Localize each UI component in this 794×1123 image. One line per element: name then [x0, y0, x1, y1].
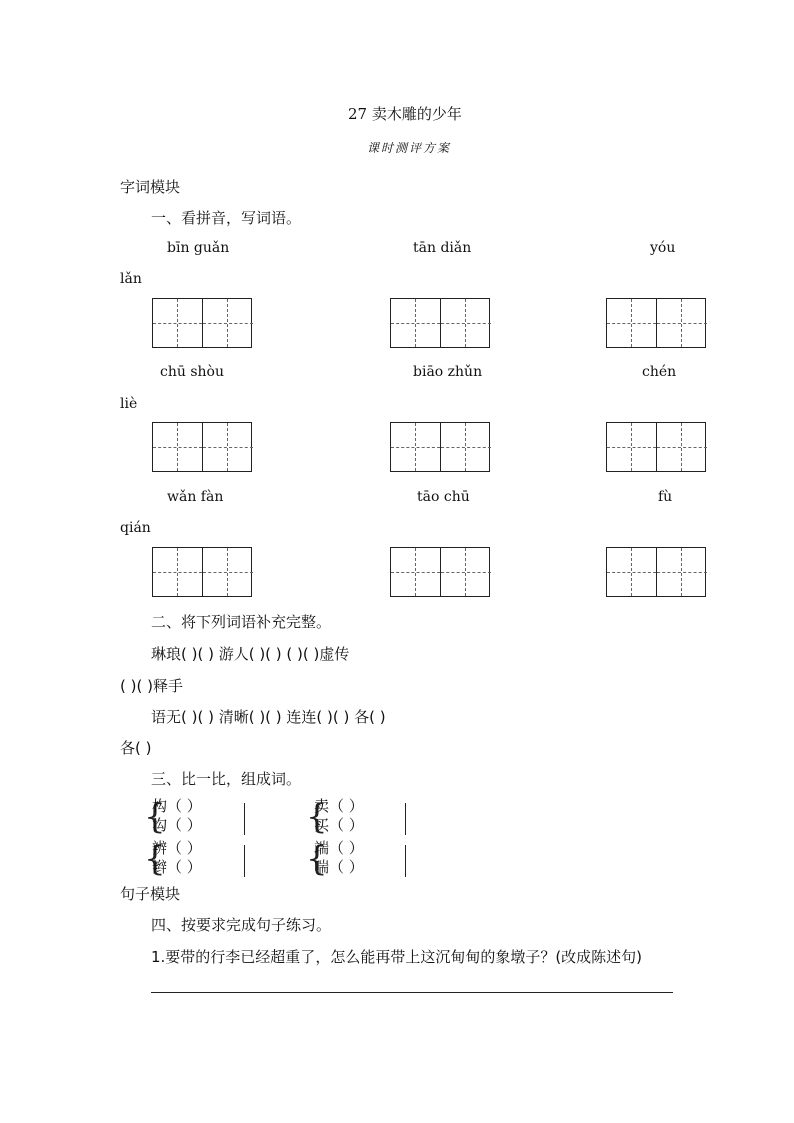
compare-word: 辫（ ）	[152, 858, 202, 876]
pinyin-label: wǎn fàn	[167, 489, 224, 505]
right-bracket	[405, 845, 406, 877]
right-bracket	[244, 803, 245, 835]
writing-grid[interactable]	[152, 422, 252, 472]
compare-word: 卖（ ）	[314, 797, 364, 815]
question-2-title: 二、将下列词语补充完整。	[151, 613, 332, 631]
left-brace: {	[306, 839, 328, 879]
pinyin-label: chū shòu	[160, 364, 224, 380]
fill-in-line: 各( )	[120, 739, 152, 757]
fill-in-line: 语无( )( ) 清晰( )( ) 连连( )( ) 各( )	[151, 708, 386, 726]
fill-in-line: 琳琅( )( ) 游人( )( ) ( )( )虚传	[151, 645, 350, 663]
question-4-item-1: 1.要带的行李已经超重了，怎么能再带上这沉甸甸的象墩子？(改成陈述句)	[151, 948, 643, 966]
pinyin-label: biāo zhǔn	[413, 364, 483, 380]
pinyin-label: qián	[120, 520, 151, 536]
writing-grid[interactable]	[152, 547, 252, 597]
pinyin-label: yóu	[650, 240, 676, 256]
question-3-title: 三、比一比，组成词。	[151, 770, 302, 788]
writing-grid[interactable]	[606, 547, 706, 597]
pinyin-label: lǎn	[120, 271, 142, 287]
compare-word: 买（ ）	[314, 816, 364, 834]
left-brace: {	[144, 839, 166, 879]
page-subtitle: 课时测评方案	[367, 141, 452, 155]
pinyin-label: bīn guǎn	[167, 240, 230, 256]
answer-line[interactable]	[151, 992, 673, 993]
compare-word: 喘（ ）	[314, 858, 364, 876]
compare-word: 端（ ）	[314, 839, 364, 857]
writing-grid[interactable]	[390, 547, 490, 597]
writing-grid[interactable]	[390, 422, 490, 472]
compare-word: 辨（ ）	[152, 839, 202, 857]
compare-word: 构（ ）	[152, 797, 202, 815]
left-brace: {	[144, 797, 166, 837]
compare-word: 沟（ ）	[152, 816, 202, 834]
writing-grid[interactable]	[152, 298, 252, 348]
writing-grid[interactable]	[390, 298, 490, 348]
page-title: 27 卖木雕的少年	[348, 105, 462, 123]
writing-grid[interactable]	[606, 422, 706, 472]
section-title-sentences: 句子模块	[120, 885, 181, 903]
pinyin-label: tāo chū	[417, 489, 470, 505]
question-1-title: 一、看拼音，写词语。	[151, 209, 302, 227]
left-brace: {	[306, 797, 328, 837]
writing-grid[interactable]	[606, 298, 706, 348]
pinyin-label: tān diǎn	[413, 240, 472, 256]
question-4-title: 四、按要求完成句子练习。	[151, 916, 332, 934]
pinyin-label: fù	[658, 489, 673, 505]
right-bracket	[244, 845, 245, 877]
fill-in-line: ( )( )释手	[120, 677, 183, 695]
pinyin-label: liè	[120, 396, 138, 412]
section-title-words: 字词模块	[120, 178, 181, 196]
right-bracket	[405, 803, 406, 835]
pinyin-label: chén	[642, 364, 677, 380]
